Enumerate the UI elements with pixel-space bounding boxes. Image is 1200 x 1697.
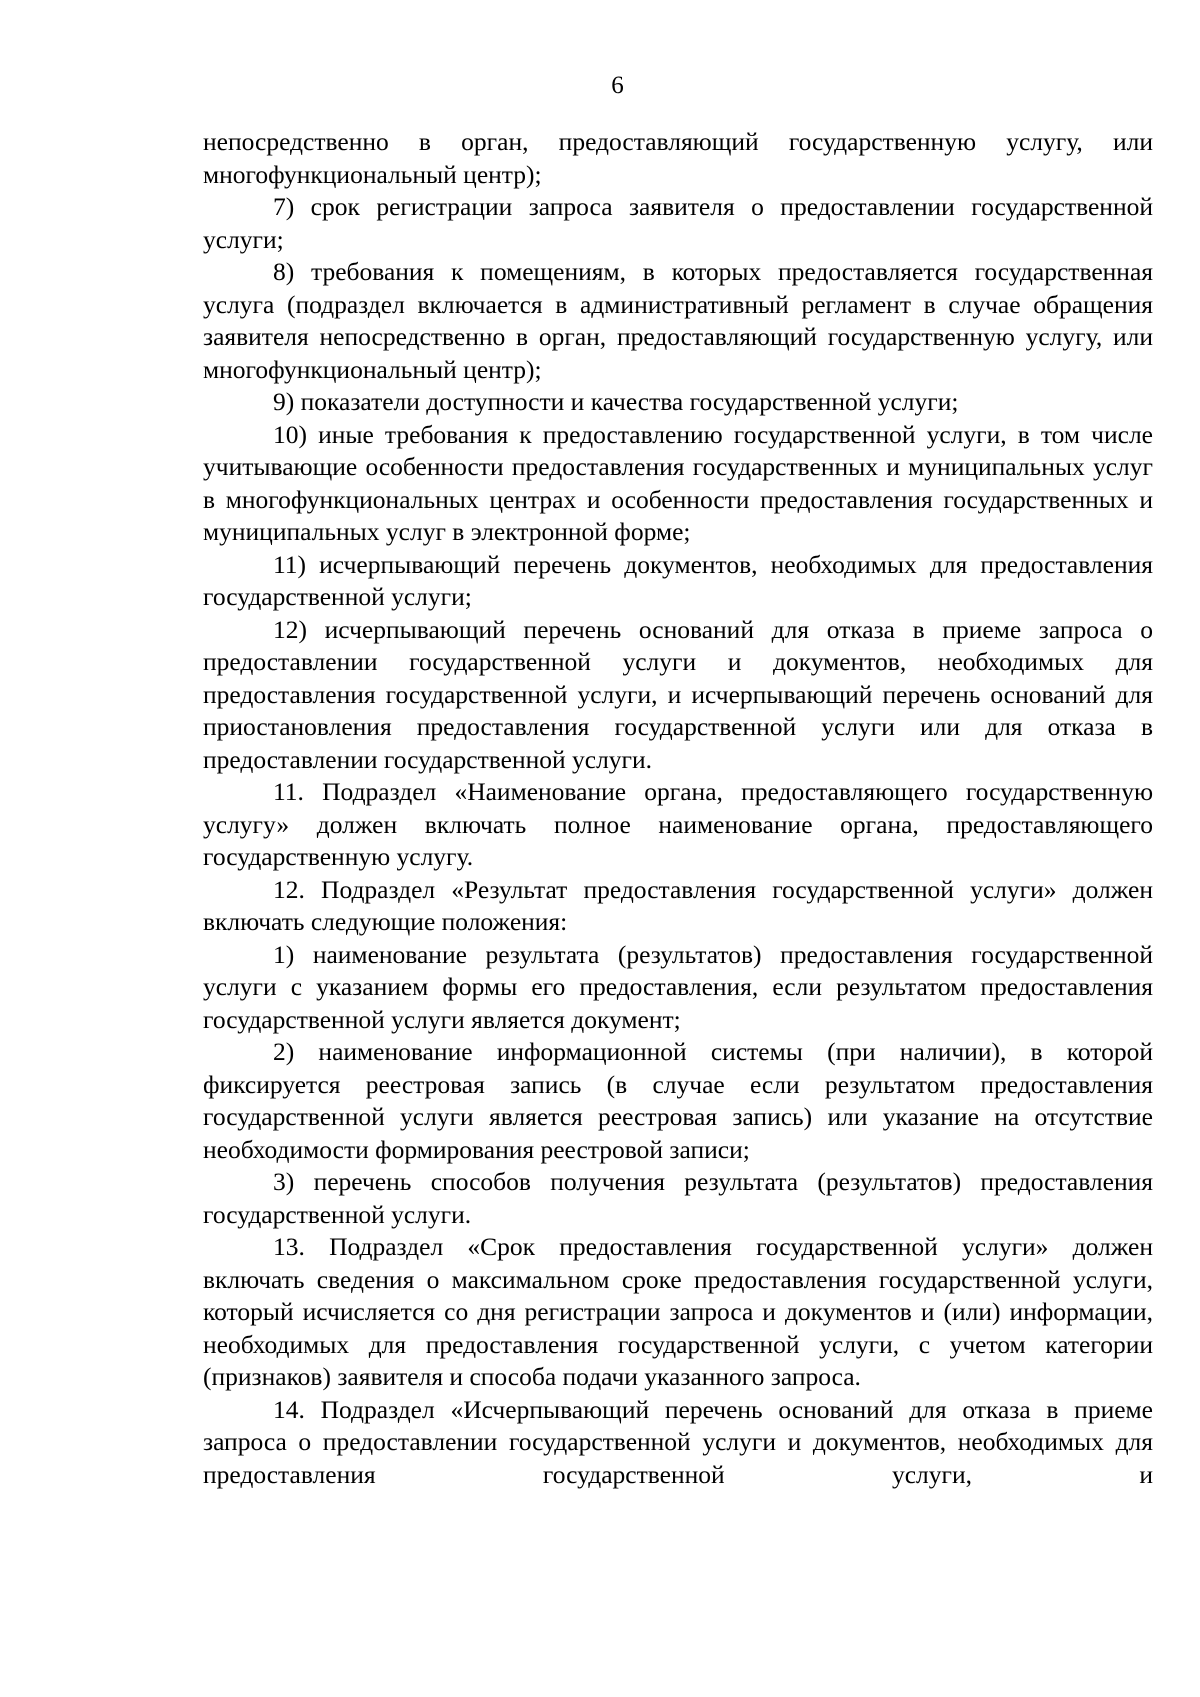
section-12-item-1: 1) наименование результата (результатов) предоставления государственной услуги с указанием формы его предоставления, если результатом предоставления государственной услуги является документ; [203, 939, 1153, 1034]
section-13: 13. Подраздел «Срок предоставления государственной услуги» должен включать сведения о максимальном сроке предоставления государственной услуги, который исчисляется со дня регистрации запроса и документов и (или) информации, необходимых для предоставления государственной услуги, с учетом категории (признаков) заявителя и способа подачи указанного запроса. [203, 1232, 1153, 1391]
list-item-9: 9) показатели доступности и качества государственной услуги; [273, 387, 959, 416]
page-number: 6 [611, 72, 624, 99]
list-item-10: 10) иные требования к предоставлению государственной услуги, в том числе учитывающие особенности предоставления государственных и муниципальных услуг в многофункциональных центрах и особенности предоставления государственных и муниципальных услуг в электронной форме; [203, 419, 1153, 546]
list-item-7: 7) срок регистрации запроса заявителя о предоставлении государственной услуги; [203, 192, 1153, 254]
section-11: 11. Подраздел «Наименование органа, предоставляющего государственную услугу» должен включать полное наименование органа, предоставляющего государственную услугу. [203, 777, 1153, 871]
paragraph-continuation: непосредственно в орган, предоставляющий государственную услугу, или многофункциональный центр); [203, 127, 1153, 189]
document-body [203, 126, 1153, 1491]
section-12-item-3: 3) перечень способов получения результата (результатов) предоставления государственной услуги. [203, 1167, 1153, 1229]
list-item-8: 8) требования к помещениям, в которых предоставляется государственная услуга (подраздел включается в административный регламент в случае обращения заявителя непосредственно в орган, предоставляющий государственную услугу, или многофункциональный центр); [203, 257, 1153, 384]
section-14: 14. Подраздел «Исчерпывающий перечень оснований для отказа в приеме запроса о предоставлении государственной услуги и документов, необходимых для предоставления государственной услуги, и [203, 1394, 1153, 1489]
section-12: 12. Подраздел «Результат предоставления государственной услуги» должен включать следующие положения: [203, 874, 1153, 936]
section-12-item-2: 2) наименование информационной системы (при наличии), в которой фиксируется реестровая запись (в случае если результатом предоставления государственной услуги является реестровая запись) или указание на отсутствие необходимости формирования реестровой записи; [203, 1037, 1153, 1164]
list-item-11: 11) исчерпывающий перечень документов, необходимых для предоставления государственной услуги; [203, 549, 1153, 611]
list-item-12: 12) исчерпывающий перечень оснований для отказа в приеме запроса о предоставлении государственной услуги и документов, необходимых для предоставления государственной услуги, и исчерпывающий перечень оснований для приостановления предоставления государственной услуги или для отказа в предоставлении государственной услуги. [203, 614, 1153, 774]
